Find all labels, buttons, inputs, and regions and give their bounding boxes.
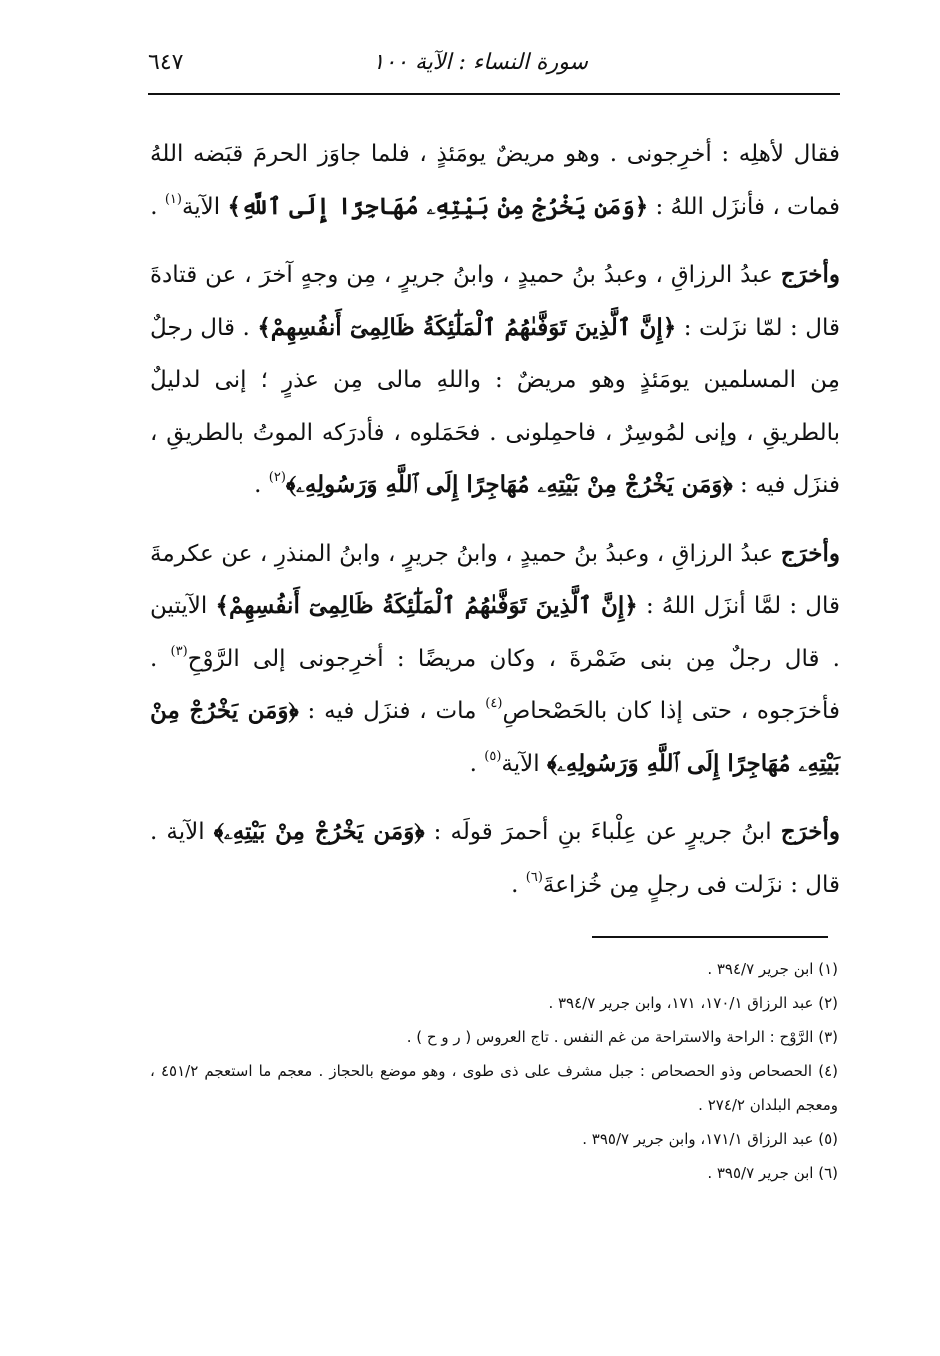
narration-lead: وأخرَج <box>780 539 840 567</box>
text-run: عبدُ الرزاقِ ، وعبدُ بنُ حميدٍ ، وابنُ جريرٍ ، مِن وجهٍ آخرَ ، عن قتادةَ قال : لمّا نزَلت : <box>150 262 841 341</box>
text-run: . <box>469 750 485 777</box>
text-run: فقال لأهلِه : أخرِجونى . وهو مريضٌ يومَئذٍ ، فلما جاوَز الحرمَ قبَضه اللهُ فمات ، فأنزَل اللهُ : <box>150 141 840 220</box>
text-run: ابنُ جريرٍ عن عِلْباءَ بنِ أحمرَ قولَه : <box>424 819 781 845</box>
quran-verse: ﴿وَمَن يَخْرُجْ مِنْ بَيْتِهِۦ مُهَاجِرًا إِلَى ٱللَّهِ وَرَسُولِهِۦ﴾ <box>150 697 840 777</box>
page-number: ٦٤٧ <box>148 50 184 75</box>
header-rule <box>148 93 840 95</box>
text-run: . قال رجلٌ مِن المسلمين يومَئذٍ وهو مريضٌ : واللهِ مالى مِن عذرٍ ؛ إنى لدليلٌ بالطريقِ ، وإنى لمُوسِرٌ ، فاحمِلونى . فحَمَلوه ، فأدرَكه الموتُ بالطريقِ ، فنزَل فيه : <box>150 314 840 498</box>
text-run: . <box>254 472 269 498</box>
quran-verse: ﴿وَمَن يَخْرُجْ مِنْ بَيْتِهِۦ مُهَاجِرًا إِلَى ٱللَّهِ وَرَسُولِهِۦ﴾ <box>285 471 733 498</box>
footnote: (٣) الرَّوْح : الراحة والاستراحة من غم النفس . تاج العروس ( ر و ح ) . <box>406 1028 838 1046</box>
text-run: . <box>150 193 165 220</box>
footnote-marker: (١) <box>164 191 182 207</box>
running-header <box>148 44 838 90</box>
text-run: الآيتين . قال رجلٌ مِن بنى ضَمْرةَ ، وكان مريضًا : أخرِجونى إلى الرَّوْحِ <box>150 593 840 672</box>
footnote-separator <box>592 936 828 938</box>
header-title: سورة النساء : الآية ١٠٠ <box>372 50 588 75</box>
text-run: الآية <box>501 750 547 777</box>
footnote: (٤) الحصحاص وذو الحصحاص : جبل مشرف على ذى طوى ، وهو موضع بالحجاز . معجم ما استعجم ٤٥١/٢ ، ومعجم البلدان ٢٧٤/٢ . <box>150 1062 838 1114</box>
narration-lead: وأخرَج <box>780 818 840 845</box>
footnote-marker: (٥) <box>484 748 502 764</box>
footnote: (٥) عبد الرزاق ١٧١/١، وابن جرير ٣٩٥/٧ . <box>582 1130 838 1148</box>
text-run: . <box>511 871 526 898</box>
paragraph <box>150 806 840 911</box>
footnote-marker: (٦) <box>525 869 543 885</box>
narration-lead: وأخرَج <box>780 261 840 288</box>
quran-verse: ﴿إِنَّ ٱلَّذِينَ تَوَفَّىٰهُمُ ٱلْمَلَٰٓئِكَةُ ظَالِمِىٓ أَنفُسِهِمْ﴾ <box>257 313 677 341</box>
paragraph <box>150 528 840 791</box>
footnote: (١) ابن جرير ٣٩٤/٧ . <box>707 960 838 978</box>
quran-verse: ﴿وَمَن يَخْرُجْ مِنْ بَيْتِهِۦ﴾ <box>213 818 425 845</box>
footnote-marker: (٣) <box>170 643 188 659</box>
footnote-marker: (٤) <box>485 696 503 711</box>
quran-verse: ﴿وَمَن يَخْرُجْ مِنْ بَيْتِهِۦ مُهَاجِرًا إِلَى ٱللَّهِ﴾ <box>227 192 649 220</box>
footnotes <box>150 952 838 1190</box>
paragraph <box>150 128 840 233</box>
paragraph <box>150 249 840 512</box>
quran-verse: ﴿إِنَّ ٱلَّذِينَ تَوَفَّىٰهُمُ ٱلْمَلَٰٓئِكَةُ ظَالِمِىٓ أَنفُسِهِمْ﴾ <box>215 592 638 619</box>
text-run: عبدُ الرزاقِ ، وعبدُ بنُ حميدٍ ، وابنُ جريرٍ ، وابنُ المنذرِ ، عن عكرمةَ قال : لمَّا أنزَل اللهُ : <box>150 540 841 619</box>
footnote-marker: (٢) <box>268 470 286 485</box>
text-run: . فأخرَجوه ، حتى إذا كان بالحَصْحاصِ <box>150 645 840 724</box>
main-text <box>150 128 840 927</box>
footnote: (٦) ابن جرير ٣٩٥/٧ . <box>707 1164 838 1182</box>
footnote: (٢) عبد الرزاق ١٧٠/١، ١٧١، وابن جرير ٣٩٤/٧ . <box>548 994 838 1012</box>
text-run: الآية <box>181 193 228 220</box>
text-run: الآية . قال : نزَلت فى رجلٍ مِن خُزاعةَ <box>150 819 840 898</box>
text-run: مات ، فنزَل فيه : <box>298 698 486 724</box>
